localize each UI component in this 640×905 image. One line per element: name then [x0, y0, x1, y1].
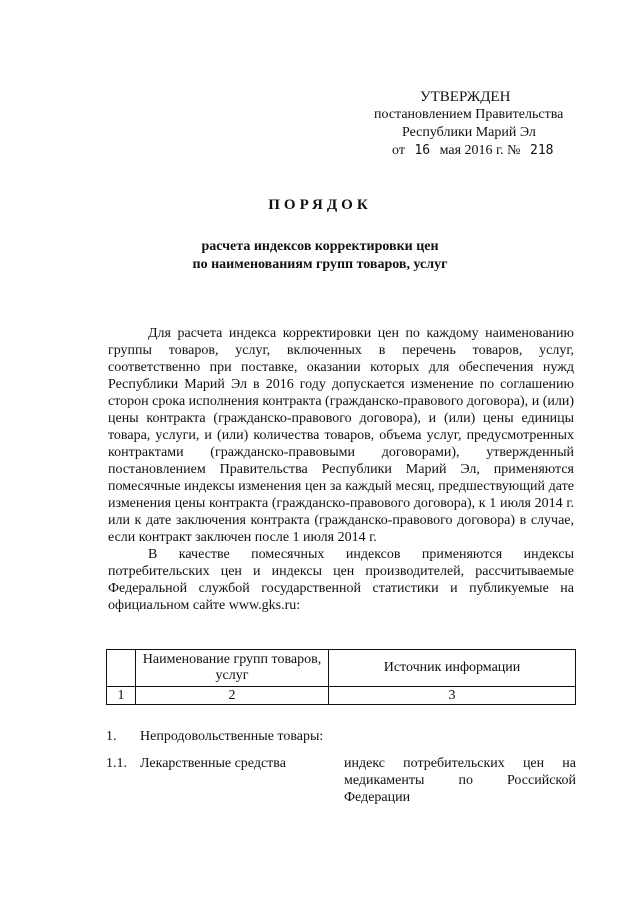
column-number: 2 [136, 687, 329, 705]
header-cell-groups: Наименование групп товаров, услуг [136, 650, 329, 687]
paragraph: Для расчета индекса корректировки цен по каждому наименованию группы товаров, услуг, включенных в перечень товаров, услуг, соответственно при поставке, оказании которых для обеспечения нужд Республики Марий Эл в 2016 году допускается изменение по соглашению сторон срока исполнения контракта (гражданско-правового договора), и (или) цены контракта (гражданско-правового договора), и (или) цены единицы товара, услуги, и (или) количества товаров, объема услуг, предусмотренных контрактами (гражданско-правовыми договорами), утвержденный постановлением Правительства Республики Марий Эл, применяются помесячные индексы изменения цен за каждый месяц, предшествующий дате изменения цены контракта (гражданско-правового договора), к 1 июля 2014 г. или к дате заключения контракта (гражданско-правового договора) в случае, если контракт заключен после 1 июля 2014 г. [108, 326, 574, 545]
item-name: Лекарственные средства [140, 756, 286, 771]
approval-title: УТВЕРЖДЕН [420, 89, 511, 105]
table-header-row [107, 650, 576, 687]
column-number: 1 [107, 687, 136, 705]
item-source: индекс потребительских цен на медикаменты по Российской Федерации [344, 756, 576, 805]
item-source [344, 728, 576, 745]
column-number: 3 [329, 687, 576, 705]
subtitle-line: расчета индексов корректировки цен [201, 239, 439, 254]
date-prefix: от [392, 143, 405, 158]
approval-line: Республики Марий Эл [402, 125, 536, 140]
document-number: 218 [530, 143, 554, 158]
approval-stamp [360, 88, 590, 160]
paragraph: В качестве помесячных индексов применяются индексы потребительских цен и индексы цен производителей, рассчитываемые Федеральной службой государственной статистики и публикуемые на официальном сайте www.gks.ru: [108, 547, 574, 613]
header-cell-empty [107, 650, 136, 687]
sources-table [106, 649, 576, 705]
items-list [106, 728, 576, 816]
item-name: Непродовольственные товары: [140, 729, 324, 744]
item-number: 1. [106, 729, 117, 744]
date-day: 16 [414, 143, 431, 158]
document-title: ПОРЯДОК [268, 197, 372, 213]
item-number: 1.1. [106, 756, 127, 771]
date-month-year: мая 2016 г. № [439, 143, 521, 158]
approval-line: постановлением Правительства [374, 107, 564, 122]
approval-date-line [360, 142, 590, 160]
document-subtitle [0, 238, 640, 274]
list-item [106, 755, 576, 806]
subtitle-line: по наименованиям групп товаров, услуг [192, 257, 448, 272]
table-number-row [107, 687, 576, 705]
header-cell-source: Источник информации [329, 650, 576, 687]
list-item [106, 728, 576, 745]
document-body [108, 325, 574, 614]
